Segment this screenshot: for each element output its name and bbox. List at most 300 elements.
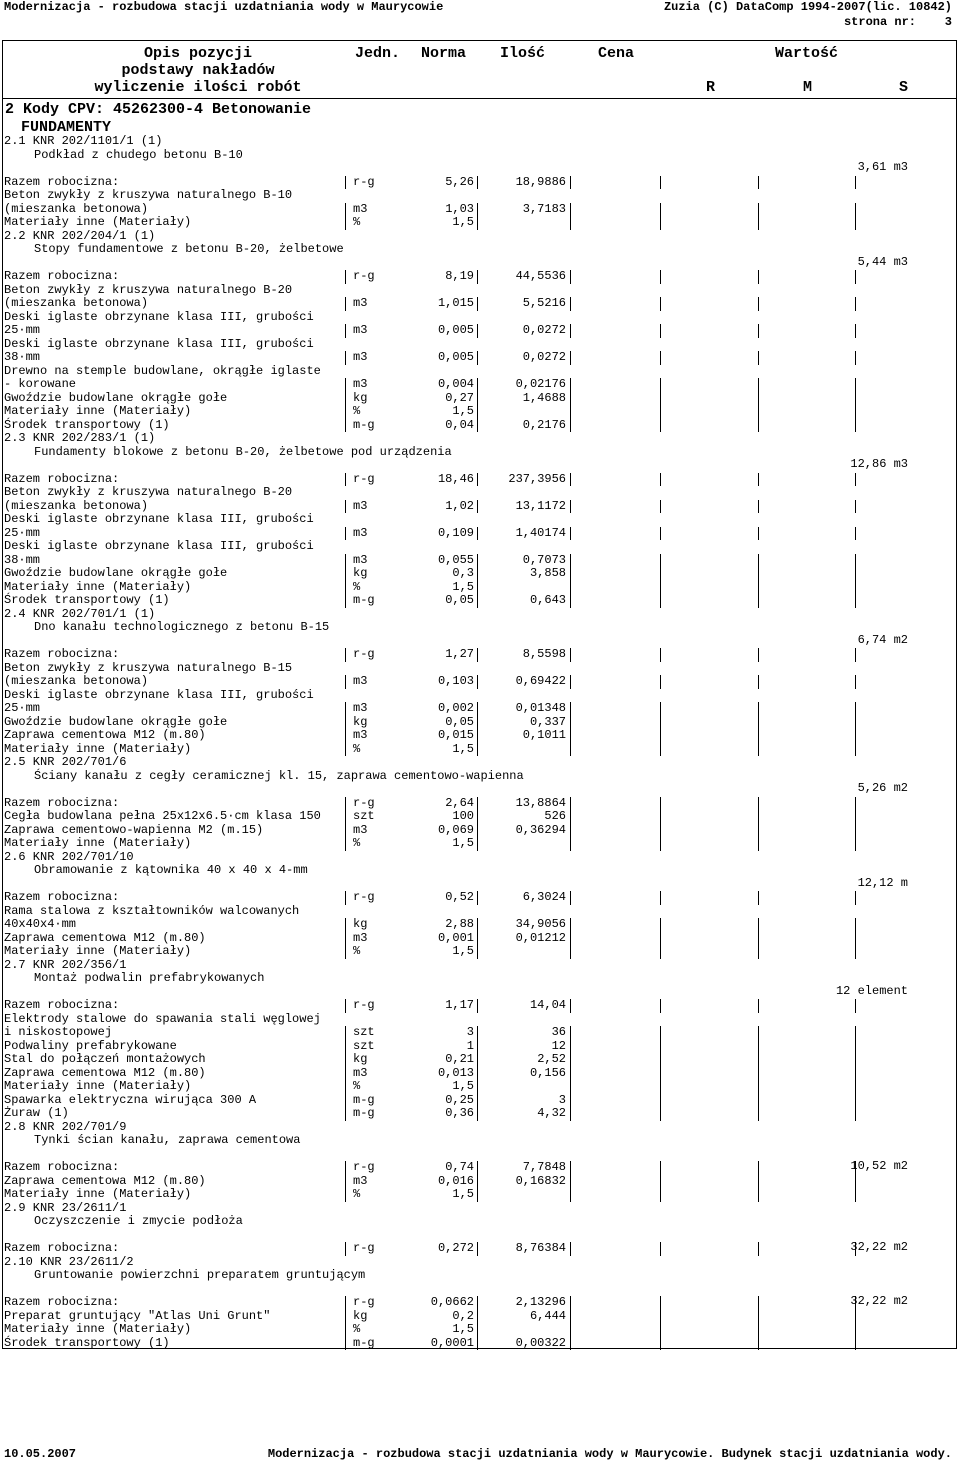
position-title [4,1134,884,1148]
column-separator [477,203,478,217]
table-row [4,999,884,1013]
position-quantity: 12,12 m [857,875,908,890]
table-row [4,324,884,338]
row-unit: szt [353,1038,375,1053]
table-row [4,1040,884,1054]
column-separator [855,1080,856,1094]
column-separator [570,1040,571,1054]
col-unit-header: Jedn. [355,45,401,62]
row-description: Dno kanału technologicznego z betonu B-15 [34,620,330,634]
column-separator [570,729,571,743]
column-separator [477,324,478,338]
column-separator [660,1296,661,1310]
column-separator [758,203,759,217]
row-norm: 0,36 [445,1106,474,1120]
column-separator [345,918,346,932]
column-separator [345,1053,346,1067]
row-description: (mieszanka betonowa) [4,674,149,688]
row-unit: m3 [353,525,368,540]
row-unit: r-g [353,1160,375,1174]
table-row [4,486,884,500]
row-norm: 0,0662 [430,1295,474,1309]
table-row [4,392,884,406]
column-separator [570,716,571,730]
table-row [4,554,884,568]
column-separator [477,405,478,419]
column-separator [660,176,661,190]
column-separator [345,891,346,905]
column-separator [345,1067,346,1081]
row-norm: 1,5 [452,1079,474,1093]
row-description: Razem robocizna: [4,1295,120,1309]
section-code: 2 Kody CPV: 45262300-4 Betonowanie [5,101,312,118]
column-separator [855,594,856,608]
column-separator [477,1067,478,1081]
table-row [4,176,884,190]
row-description: 40x40x4·mm [4,917,77,931]
column-separator [855,392,856,406]
column-separator [570,1296,571,1310]
column-separator [570,351,571,365]
row-quantity: 14,04 [529,998,566,1012]
row-quantity: 8,76384 [515,1241,566,1255]
column-separator [570,527,571,541]
position-quantity: 6,74 m2 [857,632,908,647]
column-separator [345,297,346,311]
column-separator [855,1188,856,1202]
row-quantity: 0,16832 [515,1173,566,1188]
column-separator [345,351,346,365]
table-row [4,702,884,716]
row-norm: 1,5 [452,741,474,756]
column-separator [758,405,759,419]
row-norm: 1,17 [445,998,474,1012]
table-row [4,1067,884,1081]
row-quantity: 0,0272 [522,323,566,337]
column-separator [660,1107,661,1121]
row-unit: m3 [353,377,368,391]
column-separator [570,1161,571,1175]
column-separator [855,1026,856,1040]
column-separator [855,581,856,595]
column-separator [345,1175,346,1189]
row-description: Oczyszczenie i zmycie podłoża [34,1214,243,1228]
row-unit: m3 [353,552,368,567]
column-separator [758,1323,759,1337]
table-row [4,648,884,662]
row-unit: m3 [353,201,368,216]
row-description: 2.4 KNR 202/701/1 (1) [4,606,156,621]
column-separator [758,473,759,487]
column-separator [758,1026,759,1040]
row-description: 2.8 KNR 202/701/9 [4,1119,127,1134]
row-description: 25·mm [4,701,41,715]
column-separator [660,932,661,946]
column-separator [345,810,346,824]
column-separator [477,810,478,824]
row-norm: 0,27 [445,390,474,405]
row-description: Deski iglaste obrzynane klasa III, grubości [4,336,314,351]
row-unit: m3 [353,701,368,715]
column-separator [660,1040,661,1054]
row-norm: 100 [452,809,474,823]
column-separator [570,324,571,338]
column-separator [855,837,856,851]
column-separator [855,918,856,932]
row-quantity: 18,9886 [515,174,566,189]
row-description: Materiały inne (Materiały) [4,1187,192,1201]
column-separator [855,324,856,338]
column-separator [660,1323,661,1337]
page-number-line [664,15,952,30]
row-description: Razem robocizna: [4,998,120,1012]
column-separator [345,999,346,1013]
row-unit: kg [353,1052,368,1066]
column-separator [758,810,759,824]
row-description: Stopy fundamentowe z betonu B-20, żelbetowe [34,242,344,256]
column-separator [345,1296,346,1310]
column-separator [855,176,856,190]
column-separator [758,216,759,230]
column-separator [477,743,478,757]
row-description: Beton zwykły z kruszywa naturalnego B-20 [4,282,293,297]
column-separator [855,1040,856,1054]
position-header [4,608,884,622]
col-s-header: S [899,79,909,96]
column-separator [345,675,346,689]
row-unit: m-g [353,593,375,607]
row-description: 25·mm [4,323,41,337]
table-row [4,1094,884,1108]
row-unit: szt [353,1025,375,1039]
column-separator [570,378,571,392]
col-price-header: Cena [598,45,635,62]
row-description: Materiały inne (Materiały) [4,944,192,958]
table-row [4,1053,884,1067]
column-separator [345,378,346,392]
row-norm: 0,3 [452,566,474,580]
column-separator [345,716,346,730]
row-quantity: 8,5598 [522,647,566,661]
row-quantity: 44,5536 [515,269,566,283]
spacer-row [4,1283,884,1297]
document-header-right [664,0,952,30]
column-separator [570,891,571,905]
table-row [4,581,884,595]
row-norm: 0,001 [437,930,474,945]
column-separator [345,1026,346,1040]
row-quantity: 3 [558,1092,566,1107]
position-quantity: 32,22 m2 [850,1294,908,1308]
column-separator [570,392,571,406]
column-separator [855,824,856,838]
column-separator [855,378,856,392]
column-separator [758,824,759,838]
column-separator [570,419,571,433]
table-row [4,1323,884,1337]
row-description: Ściany kanału z cegły ceramicznej kl. 15, zaprawa cementowo-wapienna [34,768,524,783]
row-description: Środek transportowy (1) [4,417,170,432]
row-description: (mieszanka betonowa) [4,498,149,513]
column-separator [570,270,571,284]
row-description: Materiały inne (Materiały) [4,1322,192,1336]
table-row [4,716,884,730]
spacer-row [4,878,884,892]
row-description: Podkład z chudego betonu B-10 [34,147,243,162]
table-row [4,1337,884,1351]
row-norm: 0,005 [437,350,474,364]
column-separator [570,918,571,932]
column-separator [570,1067,571,1081]
column-separator [477,554,478,568]
row-norm: 0,004 [437,377,474,391]
table-row [4,797,884,811]
row-description: Podwaliny prefabrykowane [4,1038,177,1053]
row-description: Zaprawa cementowa M12 (m.80) [4,1065,206,1080]
table-row [4,662,884,676]
column-separator [477,594,478,608]
position-header [4,1121,884,1135]
column-separator [345,594,346,608]
table-row [4,891,884,905]
spacer-row [4,459,884,473]
position-title [4,972,884,986]
row-unit: r-g [353,890,375,904]
table-row [4,675,884,689]
row-description: Obramowanie z kątownika 40 x 40 x 4-mm [34,863,308,877]
table-row [4,1161,884,1175]
row-description: 38·mm [4,552,41,567]
column-separator [660,378,661,392]
column-separator [345,1107,346,1121]
spacer-row [4,1229,884,1243]
row-unit: % [353,1322,361,1336]
row-description: Razem robocizna: [4,1160,120,1174]
row-quantity: 5,5216 [522,296,566,310]
column-separator [570,216,571,230]
row-quantity: 6,444 [529,1308,566,1323]
column-separator [660,297,661,311]
row-unit: m3 [353,1065,368,1080]
row-description: Materiały inne (Materiały) [4,579,192,594]
row-unit: r-g [353,647,375,661]
column-separator [570,594,571,608]
row-norm: 0,52 [445,890,474,904]
column-separator [855,554,856,568]
column-separator [855,351,856,365]
row-norm: 1,5 [452,1187,474,1201]
column-separator [660,324,661,338]
position-header [4,851,884,865]
column-separator [660,203,661,217]
row-description: Rama stalowa z kształtowników walcowanych [4,903,300,918]
column-separator [570,554,571,568]
column-separator [477,648,478,662]
row-quantity: 0,01348 [515,701,566,715]
table-row [4,419,884,433]
row-unit: m3 [353,498,368,513]
column-separator [477,1175,478,1189]
column-separator [477,1296,478,1310]
column-separator [570,500,571,514]
column-separator [758,1161,759,1175]
column-separator [570,743,571,757]
column-separator [758,1337,759,1351]
table-row [4,594,884,608]
column-separator [477,1094,478,1108]
row-description: 2.1 KNR 202/1101/1 (1) [4,134,163,148]
footer-title: Modernizacja - rozbudowa stacji uzdatniania wody w Maurycowie. Budynek stacji uzdatniania wody. [267,1447,952,1461]
column-separator [758,837,759,851]
column-separator [477,797,478,811]
column-separator [758,1175,759,1189]
row-unit: kg [353,1308,368,1323]
row-description: 2.10 KNR 23/2611/2 [4,1254,134,1269]
column-separator [477,891,478,905]
column-separator [345,203,346,217]
column-separator [758,1080,759,1094]
row-description: Zaprawa cementowa M12 (m.80) [4,1173,206,1188]
row-quantity: 13,1172 [515,498,566,513]
column-separator [660,1080,661,1094]
row-description: 25·mm [4,525,41,540]
column-separator [660,1337,661,1351]
row-unit: m-g [353,1092,375,1107]
column-separator [345,527,346,541]
column-separator [345,216,346,230]
column-separator [855,297,856,311]
column-separator [758,1040,759,1054]
spacer-row [4,986,884,1000]
table-row [4,216,884,230]
column-separator [660,216,661,230]
table-row [4,1013,884,1027]
table-row [4,567,884,581]
row-unit: r-g [353,998,375,1012]
table-row [4,203,884,217]
column-separator [345,945,346,959]
column-separator [758,1188,759,1202]
column-separator [660,1053,661,1067]
column-separator [570,648,571,662]
column-separator [855,1107,856,1121]
column-separator [855,1323,856,1337]
table-row [4,1107,884,1121]
row-norm: 0,05 [445,593,474,607]
row-description: Materiały inne (Materiały) [4,1079,192,1093]
column-separator [855,945,856,959]
table-row [4,824,884,838]
column-separator [660,1188,661,1202]
column-separator [570,176,571,190]
row-unit: m-g [353,417,375,432]
column-separator [345,500,346,514]
row-description: Deski iglaste obrzynane klasa III, grubości [4,687,314,702]
column-separator [758,891,759,905]
column-separator [345,270,346,284]
column-separator [345,743,346,757]
column-separator [660,729,661,743]
position-title [4,446,884,460]
column-separator [660,675,661,689]
row-quantity: 0,643 [529,593,566,607]
column-separator [855,203,856,217]
column-separator [477,392,478,406]
row-description: Spawarka elektryczna wirująca 300 A [4,1092,257,1107]
row-norm: 1,5 [452,215,474,229]
table-row [4,810,884,824]
row-description: Razem robocizna: [4,890,120,904]
row-quantity: 13,8864 [515,795,566,810]
column-separator [758,324,759,338]
table-row [4,297,884,311]
row-norm: 0,103 [437,674,474,688]
row-norm: 0,05 [445,714,474,729]
position-quantity: 5,26 m2 [857,781,908,795]
row-unit: m3 [353,323,368,337]
col-desc-header: Opis pozycji podstawy nakładów wyliczenie ilości robót [94,45,302,96]
row-norm: 2,88 [445,917,474,931]
row-quantity: 0,7073 [522,552,566,567]
column-separator [660,810,661,824]
column-separator [855,648,856,662]
position-title [4,621,884,635]
table-row [4,905,884,919]
table-row [4,743,884,757]
position-title [4,243,884,257]
column-separator [477,1242,478,1256]
row-description: Deski iglaste obrzynane klasa III, grubości [4,309,314,324]
column-separator [660,351,661,365]
column-separator [660,1242,661,1256]
column-separator [660,824,661,838]
row-description: 38·mm [4,350,41,364]
row-unit: m3 [353,674,368,688]
column-separator [345,405,346,419]
table-row [4,837,884,851]
row-quantity: 7,7848 [522,1160,566,1174]
column-separator [570,1094,571,1108]
column-separator [758,648,759,662]
column-separator [345,702,346,716]
row-norm: 0,0001 [430,1335,474,1350]
table-row [4,365,884,379]
column-separator [345,1040,346,1054]
row-description: Drewno na stemple budowlane, okrągłe iglaste [4,363,321,378]
position-quantity: 5,44 m3 [857,254,908,269]
row-norm: 0,04 [445,417,474,432]
row-description: 2.9 KNR 23/2611/1 [4,1200,127,1215]
column-separator [477,999,478,1013]
column-separator [570,797,571,811]
column-separator [660,797,661,811]
column-separator [660,581,661,595]
row-quantity: 4,32 [537,1106,566,1120]
column-separator [477,1040,478,1054]
row-unit: r-g [353,1295,375,1309]
row-quantity: 0,00322 [515,1335,566,1350]
column-separator [855,1053,856,1067]
column-separator [660,648,661,662]
row-unit: m3 [353,822,368,837]
row-unit: r-g [353,174,375,189]
column-separator [570,1323,571,1337]
row-description: Razem robocizna: [4,795,120,810]
row-norm: 1,27 [445,647,474,661]
position-quantity: 32,22 m2 [850,1240,908,1254]
page-number: 3 [944,15,952,29]
column-separator [570,1026,571,1040]
